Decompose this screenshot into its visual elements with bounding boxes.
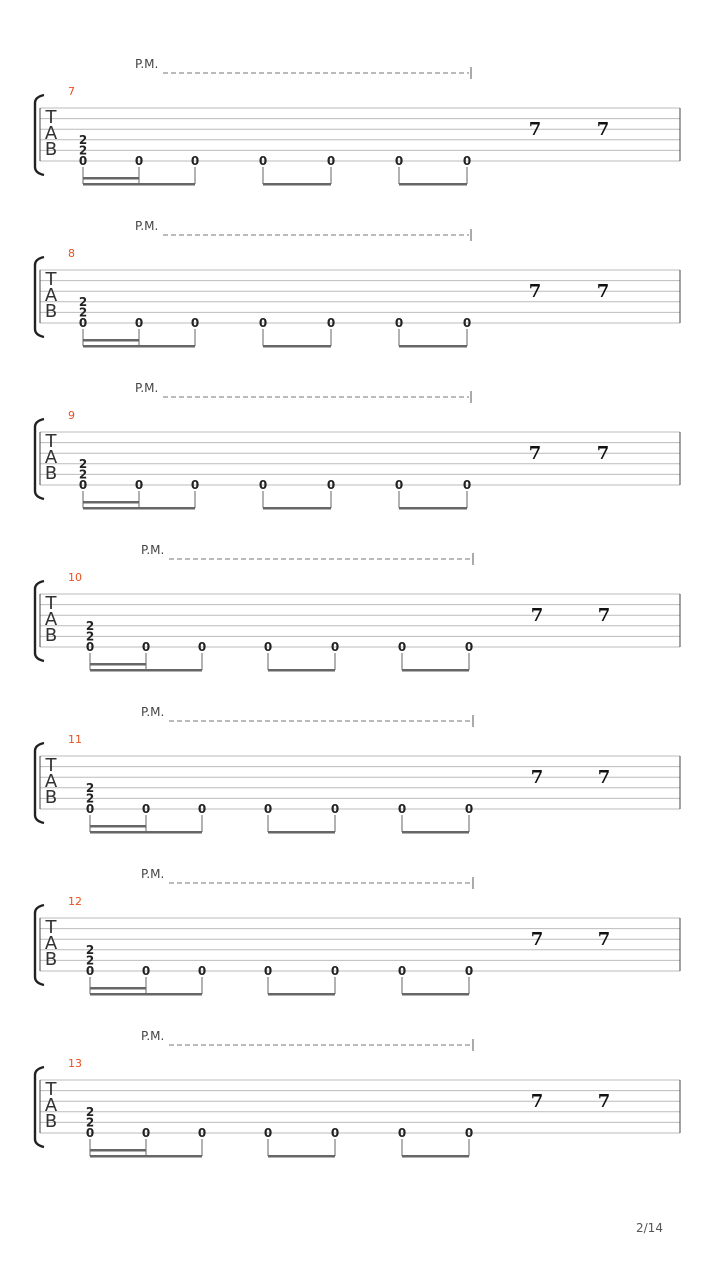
fret-number: 0 bbox=[394, 154, 404, 168]
tab-clef-letter: B bbox=[44, 139, 58, 160]
fret-number: 0 bbox=[258, 154, 268, 168]
palm-mute-label: P.M. bbox=[141, 543, 165, 557]
note-beam bbox=[399, 507, 467, 510]
fret-number: 2 bbox=[85, 780, 95, 795]
tab-clef-letter: T bbox=[45, 593, 57, 614]
fret-number: 0 bbox=[397, 964, 407, 978]
note-beam bbox=[263, 507, 331, 510]
fret-number: 2 bbox=[78, 305, 88, 320]
eighth-rest-icon: 7 bbox=[597, 767, 611, 788]
fret-number: 0 bbox=[326, 154, 336, 168]
tab-clef-letter: A bbox=[44, 285, 58, 306]
fret-number: 2 bbox=[85, 618, 95, 633]
fret-number: 2 bbox=[78, 143, 88, 158]
note-beam bbox=[402, 669, 469, 672]
measure-number: 12 bbox=[68, 895, 82, 908]
fret-number: 0 bbox=[326, 478, 336, 492]
fret-number: 0 bbox=[464, 640, 474, 654]
fret-number: 0 bbox=[394, 478, 404, 492]
fret-number: 0 bbox=[263, 964, 273, 978]
fret-number: 2 bbox=[85, 1115, 95, 1130]
fret-number: 0 bbox=[85, 802, 95, 816]
tab-clef-letter: B bbox=[44, 1111, 58, 1132]
measure-number: 13 bbox=[68, 1057, 82, 1070]
palm-mute-label: P.M. bbox=[135, 381, 159, 395]
tab-clef-letter: B bbox=[44, 787, 58, 808]
tab-clef-letter: T bbox=[45, 431, 57, 452]
eighth-rest-icon: 7 bbox=[597, 1091, 611, 1112]
eighth-rest-icon: 7 bbox=[596, 443, 610, 464]
note-beam bbox=[399, 345, 467, 348]
note-beam bbox=[263, 345, 331, 348]
note-beam bbox=[268, 1155, 335, 1158]
eighth-rest-icon: 7 bbox=[597, 929, 611, 950]
palm-mute-label: P.M. bbox=[135, 57, 159, 71]
eighth-rest-icon: 7 bbox=[530, 1091, 544, 1112]
palm-mute-label: P.M. bbox=[141, 1029, 165, 1043]
fret-number: 2 bbox=[78, 294, 88, 309]
eighth-rest-icon: 7 bbox=[530, 929, 544, 950]
note-secondary-beam bbox=[90, 987, 146, 990]
measure-number: 9 bbox=[68, 409, 75, 422]
fret-number: 0 bbox=[197, 640, 207, 654]
fret-number: 0 bbox=[78, 478, 88, 492]
fret-number: 0 bbox=[397, 1126, 407, 1140]
eighth-rest-icon: 7 bbox=[528, 443, 542, 464]
fret-number: 0 bbox=[394, 316, 404, 330]
fret-number: 0 bbox=[330, 640, 340, 654]
fret-number: 0 bbox=[263, 640, 273, 654]
eighth-rest-icon: 7 bbox=[528, 119, 542, 140]
note-secondary-beam bbox=[83, 339, 139, 342]
tab-clef-letter: T bbox=[45, 269, 57, 290]
fret-number: 0 bbox=[263, 802, 273, 816]
note-beam bbox=[90, 669, 202, 672]
palm-mute-label: P.M. bbox=[141, 705, 165, 719]
fret-number: 2 bbox=[78, 467, 88, 482]
note-beam bbox=[90, 831, 202, 834]
measure-number: 10 bbox=[68, 571, 82, 584]
tab-clef-letter: A bbox=[44, 609, 58, 630]
note-beam bbox=[90, 993, 202, 996]
fret-number: 0 bbox=[141, 640, 151, 654]
page-number: 2/14 bbox=[636, 1221, 663, 1235]
note-beam bbox=[83, 345, 195, 348]
tab-clef-letter: A bbox=[44, 933, 58, 954]
tab-clef-letter: A bbox=[44, 1095, 58, 1116]
note-beam bbox=[402, 831, 469, 834]
tab-clef-letter: T bbox=[45, 755, 57, 776]
note-beam bbox=[90, 1155, 202, 1158]
fret-number: 0 bbox=[464, 964, 474, 978]
tab-clef-letter: T bbox=[45, 917, 57, 938]
note-secondary-beam bbox=[90, 1149, 146, 1152]
eighth-rest-icon: 7 bbox=[530, 605, 544, 626]
fret-number: 0 bbox=[464, 1126, 474, 1140]
fret-number: 0 bbox=[190, 154, 200, 168]
fret-number: 0 bbox=[462, 478, 472, 492]
eighth-rest-icon: 7 bbox=[596, 281, 610, 302]
eighth-rest-icon: 7 bbox=[528, 281, 542, 302]
tab-clef-letter: B bbox=[44, 463, 58, 484]
fret-number: 0 bbox=[141, 1126, 151, 1140]
fret-number: 0 bbox=[263, 1126, 273, 1140]
note-beam bbox=[83, 183, 195, 186]
note-beam bbox=[263, 183, 331, 186]
measure-number: 7 bbox=[68, 85, 75, 98]
fret-number: 0 bbox=[258, 316, 268, 330]
fret-number: 0 bbox=[134, 316, 144, 330]
fret-number: 2 bbox=[85, 629, 95, 644]
eighth-rest-icon: 7 bbox=[597, 605, 611, 626]
note-secondary-beam bbox=[90, 663, 146, 666]
note-beam bbox=[268, 831, 335, 834]
fret-number: 2 bbox=[78, 456, 88, 471]
fret-number: 0 bbox=[197, 1126, 207, 1140]
tab-clef-letter: A bbox=[44, 771, 58, 792]
tab-clef-letter: B bbox=[44, 949, 58, 970]
fret-number: 2 bbox=[85, 791, 95, 806]
eighth-rest-icon: 7 bbox=[530, 767, 544, 788]
fret-number: 0 bbox=[462, 316, 472, 330]
fret-number: 0 bbox=[85, 1126, 95, 1140]
fret-number: 0 bbox=[85, 964, 95, 978]
fret-number: 0 bbox=[326, 316, 336, 330]
fret-number: 0 bbox=[462, 154, 472, 168]
fret-number: 0 bbox=[397, 640, 407, 654]
fret-number: 2 bbox=[85, 1104, 95, 1119]
note-beam bbox=[268, 993, 335, 996]
tab-clef-letter: T bbox=[45, 1079, 57, 1100]
tab-clef-letter: A bbox=[44, 123, 58, 144]
fret-number: 0 bbox=[78, 316, 88, 330]
fret-number: 0 bbox=[464, 802, 474, 816]
fret-number: 0 bbox=[190, 478, 200, 492]
fret-number: 0 bbox=[78, 154, 88, 168]
tab-clef-letter: B bbox=[44, 625, 58, 646]
fret-number: 0 bbox=[141, 964, 151, 978]
fret-number: 0 bbox=[397, 802, 407, 816]
fret-number: 0 bbox=[330, 964, 340, 978]
fret-number: 0 bbox=[141, 802, 151, 816]
fret-number: 0 bbox=[258, 478, 268, 492]
fret-number: 2 bbox=[78, 132, 88, 147]
fret-number: 0 bbox=[85, 640, 95, 654]
fret-number: 0 bbox=[134, 478, 144, 492]
fret-number: 0 bbox=[330, 802, 340, 816]
note-secondary-beam bbox=[83, 501, 139, 504]
fret-number: 0 bbox=[197, 964, 207, 978]
note-beam bbox=[402, 993, 469, 996]
measure-number: 11 bbox=[68, 733, 82, 746]
fret-number: 2 bbox=[85, 942, 95, 957]
palm-mute-label: P.M. bbox=[141, 867, 165, 881]
tab-clef-letter: A bbox=[44, 447, 58, 468]
note-beam bbox=[83, 507, 195, 510]
note-beam bbox=[399, 183, 467, 186]
note-beam bbox=[268, 669, 335, 672]
tab-clef-letter: B bbox=[44, 301, 58, 322]
fret-number: 0 bbox=[190, 316, 200, 330]
fret-number: 0 bbox=[134, 154, 144, 168]
fret-number: 0 bbox=[197, 802, 207, 816]
note-beam bbox=[402, 1155, 469, 1158]
eighth-rest-icon: 7 bbox=[596, 119, 610, 140]
note-secondary-beam bbox=[90, 825, 146, 828]
fret-number: 2 bbox=[85, 953, 95, 968]
note-secondary-beam bbox=[83, 177, 139, 180]
measure-number: 8 bbox=[68, 247, 75, 260]
tab-clef-letter: T bbox=[45, 107, 57, 128]
palm-mute-label: P.M. bbox=[135, 219, 159, 233]
fret-number: 0 bbox=[330, 1126, 340, 1140]
